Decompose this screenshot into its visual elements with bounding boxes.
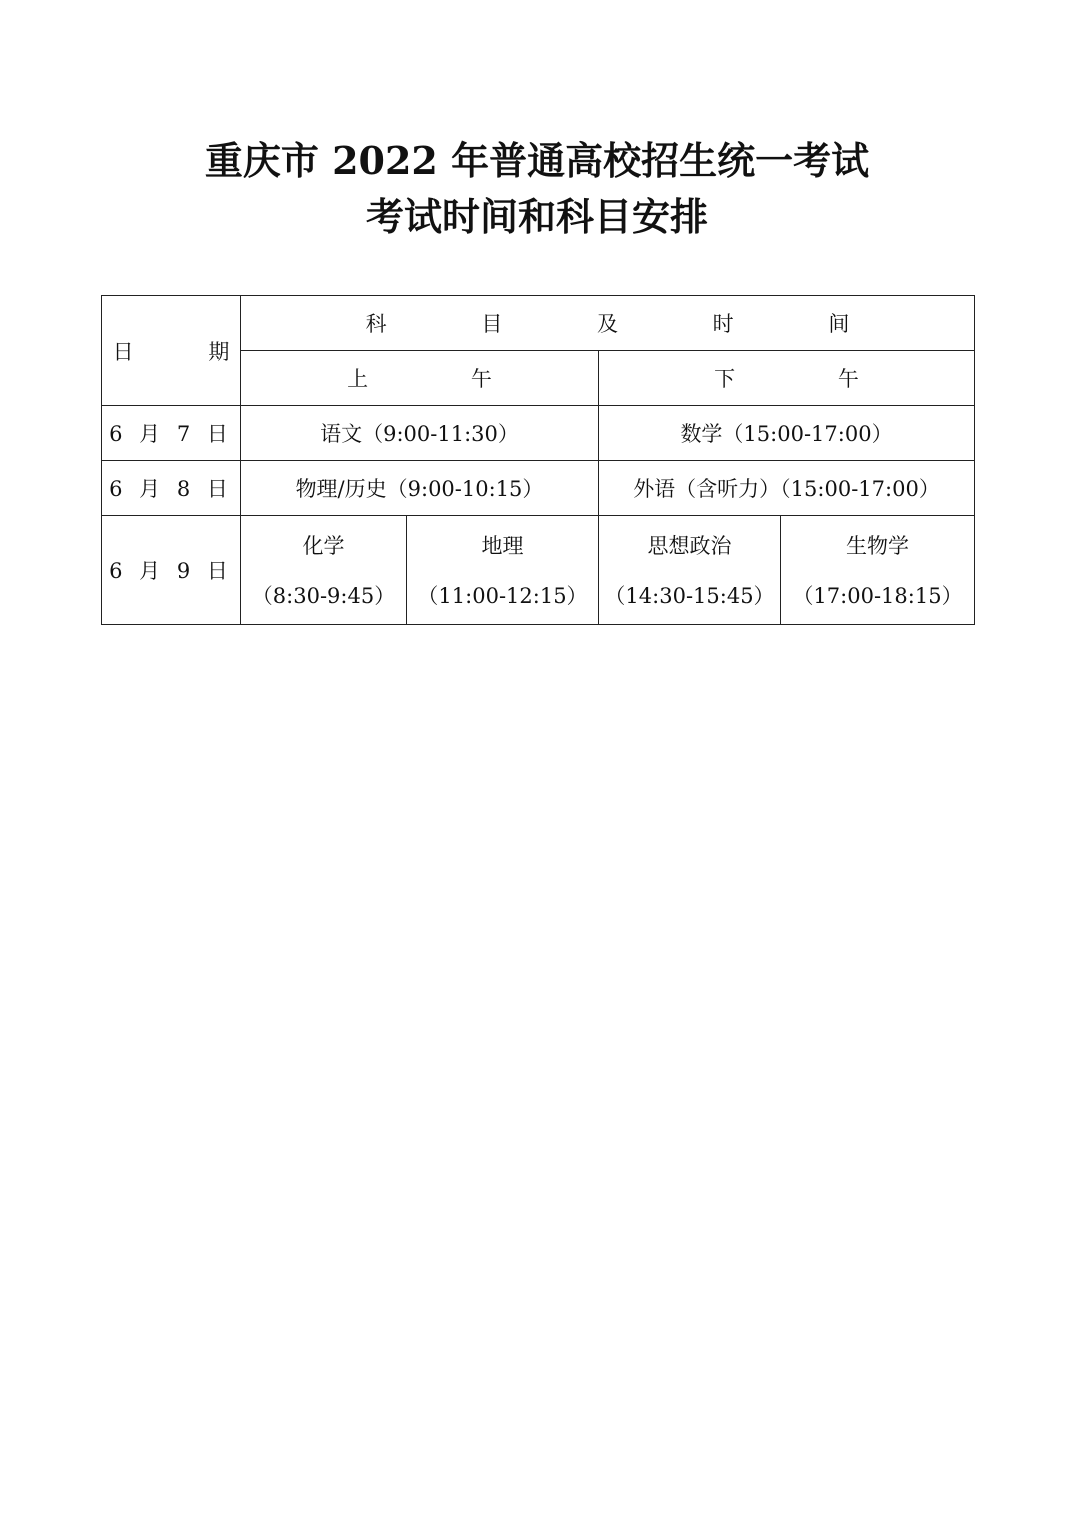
header-morning-cell xyxy=(241,351,599,406)
exam-time: （11:00-12:15） xyxy=(417,584,588,608)
date-cell: 6 月 9 日 xyxy=(102,516,241,625)
exam-session-cell xyxy=(241,516,407,625)
exam-time: （17:00-18:15） xyxy=(792,584,963,608)
exam-time: （8:30-9:45） xyxy=(251,584,396,608)
exam-session-cell xyxy=(599,516,781,625)
header-morning-label: 上 午 xyxy=(347,367,540,391)
exam-schedule-table xyxy=(101,295,975,625)
header-afternoon-cell xyxy=(599,351,975,406)
table-row xyxy=(102,461,975,516)
header-afternoon-label: 下 午 xyxy=(714,367,907,391)
exam-time: （14:30-15:45） xyxy=(604,584,775,608)
header-date-label: 日 期 xyxy=(112,339,264,364)
date-cell: 6 月 8 日 xyxy=(102,461,241,516)
page-subtitle: 考试时间和科目安排 xyxy=(365,194,708,239)
exam-subject: 化学 xyxy=(302,534,345,558)
header-subjects-time-label: 科 目 及 时 间 xyxy=(365,312,894,336)
afternoon-exam-cell: 外语（含听力）（15:00-17:00） xyxy=(599,461,975,516)
exam-subject: 思想政治 xyxy=(647,534,732,558)
page-title: 重庆市 2022 年普通高校招生统一考试 xyxy=(204,138,870,183)
exam-subject: 生物学 xyxy=(846,534,909,558)
table-row xyxy=(102,516,975,625)
table-header-row xyxy=(102,296,975,351)
exam-session-cell xyxy=(781,516,975,625)
header-date-cell xyxy=(102,296,264,406)
morning-exam-cell: 语文（9:00-11:30） xyxy=(241,406,599,461)
afternoon-exam-cell: 数学（15:00-17:00） xyxy=(599,406,975,461)
exam-subject: 地理 xyxy=(481,534,524,558)
date-cell: 6 月 7 日 xyxy=(102,406,241,461)
header-subjects-time-cell xyxy=(241,296,975,351)
morning-exam-cell: 物理/历史（9:00-10:15） xyxy=(241,461,599,516)
exam-session-cell xyxy=(407,516,599,625)
table-row xyxy=(102,406,975,461)
